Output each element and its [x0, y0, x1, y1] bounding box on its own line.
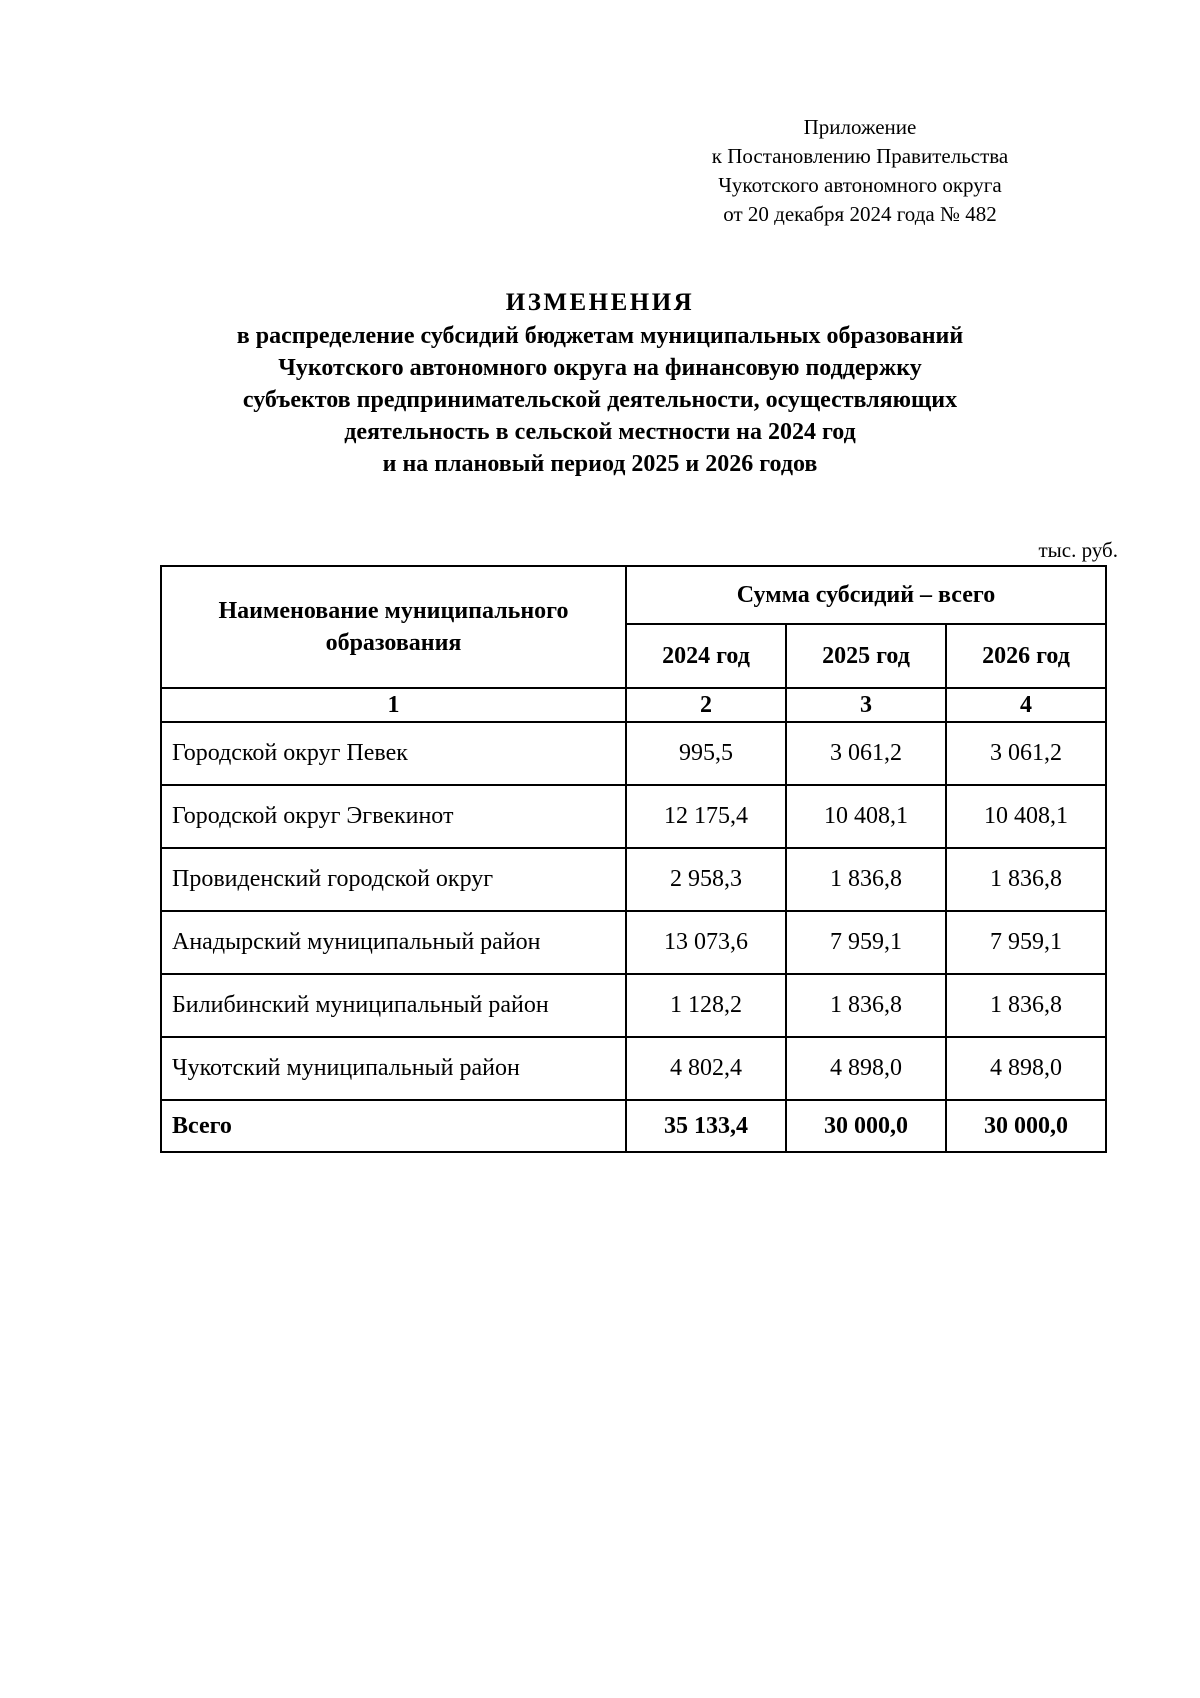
value-2026: 3 061,2 [946, 722, 1106, 785]
header-year: 2025 год [786, 624, 946, 688]
total-2024: 35 133,4 [626, 1100, 786, 1152]
title-line: субъектов предпринимательской деятельности, осуществляющих [242, 387, 958, 413]
appendix-line: Приложение [803, 115, 917, 139]
column-number: 4 [946, 688, 1106, 722]
value-2025: 1 836,8 [786, 848, 946, 911]
table-row [161, 848, 1106, 911]
municipality-name: Городской округ Эгвекинот [161, 785, 626, 848]
value-2024: 1 128,2 [626, 974, 786, 1037]
value-2024: 995,5 [626, 722, 786, 785]
table-row [161, 1037, 1106, 1100]
document-title [150, 288, 1050, 480]
title-line: и на плановый период 2025 и 2026 годов [382, 451, 818, 477]
column-number: 3 [786, 688, 946, 722]
municipality-name: Билибинский муниципальный район [161, 974, 626, 1037]
value-2026: 1 836,8 [946, 848, 1106, 911]
total-2026: 30 000,0 [946, 1100, 1106, 1152]
value-2026: 10 408,1 [946, 785, 1106, 848]
value-2026: 1 836,8 [946, 974, 1106, 1037]
header-year: 2024 год [626, 624, 786, 688]
value-2025: 7 959,1 [786, 911, 946, 974]
value-2025: 3 061,2 [786, 722, 946, 785]
header-municipality: Наименование муниципального образования [161, 566, 626, 688]
title-line: Чукотского автономного округа на финансовую поддержку [278, 355, 922, 381]
table-row [161, 722, 1106, 785]
municipality-name: Городской округ Певек [161, 722, 626, 785]
total-row [161, 1100, 1106, 1152]
value-2024: 12 175,4 [626, 785, 786, 848]
municipality-name: Провиденский городской округ [161, 848, 626, 911]
table-row [161, 911, 1106, 974]
municipality-name: Анадырский муниципальный район [161, 911, 626, 974]
value-2024: 2 958,3 [626, 848, 786, 911]
value-2026: 4 898,0 [946, 1037, 1106, 1100]
title-line: в распределение субсидий бюджетам муниципальных образований [236, 323, 964, 349]
column-number-row [161, 688, 1106, 722]
value-2024: 13 073,6 [626, 911, 786, 974]
value-2026: 7 959,1 [946, 911, 1106, 974]
unit-label: тыс. руб. [1038, 538, 1118, 562]
title-line: деятельность в сельской местности на 2024 год [344, 419, 856, 445]
value-2025: 4 898,0 [786, 1037, 946, 1100]
column-number: 2 [626, 688, 786, 722]
header-subsidy-sum: Сумма субсидий – всего [626, 566, 1106, 624]
header-year: 2026 год [946, 624, 1106, 688]
header-row [161, 566, 1106, 624]
municipality-name: Чукотский муниципальный район [161, 1037, 626, 1100]
value-2025: 1 836,8 [786, 974, 946, 1037]
appendix-line: к Постановлению Правительства [711, 144, 1009, 168]
subsidies-table [160, 565, 1107, 1153]
table-row [161, 785, 1106, 848]
total-label: Всего [161, 1100, 626, 1152]
value-2025: 10 408,1 [786, 785, 946, 848]
title-main: ИЗМЕНЕНИЯ [505, 289, 695, 316]
value-2024: 4 802,4 [626, 1037, 786, 1100]
appendix-line: Чукотского автономного округа [718, 173, 1002, 197]
table-row [161, 974, 1106, 1037]
total-2025: 30 000,0 [786, 1100, 946, 1152]
appendix-block [695, 113, 1025, 229]
column-number: 1 [161, 688, 626, 722]
appendix-line: от 20 декабря 2024 года № 482 [723, 202, 997, 226]
